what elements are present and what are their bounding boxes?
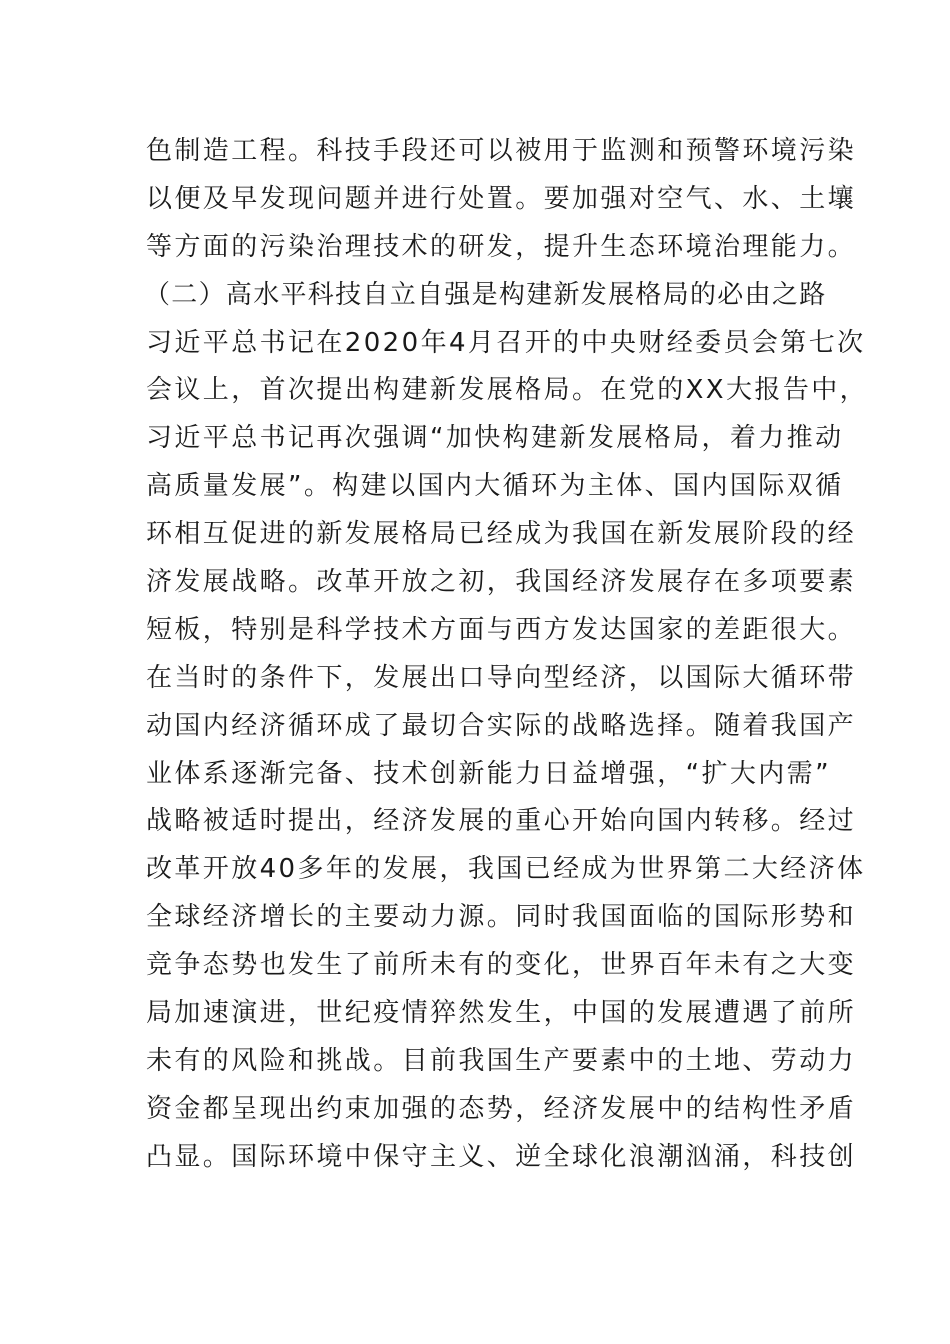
text-line: 改革开放40多年的发展，我国已经成为世界第二大经济体: [146, 854, 866, 885]
text-line: 资金都呈现出约束加强的态势，经济发展中的结构性矛盾: [146, 1093, 857, 1124]
text-line: 以便及早发现问题并进行处置。要加强对空气、水、土壤: [146, 183, 857, 214]
text-line: 色制造工程。科技手段还可以被用于监测和预警环境污染: [146, 136, 857, 166]
text-line: 业体系逐渐完备、技术创新能力日益增强，“扩大内需”: [146, 758, 831, 789]
text-line: 济发展战略。改革开放之初，我国经济发展存在多项要素: [146, 567, 857, 598]
text-line: 环相互促进的新发展格局已经成为我国在新发展阶段的经: [146, 519, 857, 550]
text-line: 动国内经济循环成了最切合实际的战略选择。随着我国产: [146, 710, 857, 741]
text-line: 在当时的条件下，发展出口导向型经济，以国际大循环带: [146, 662, 857, 693]
text-line: 会议上，首次提出构建新发展格局。在党的XX大报告中，: [146, 375, 869, 406]
text-line: 局加速演进，世纪疫情猝然发生，中国的发展遭遇了前所: [146, 998, 857, 1029]
section-heading: （二）高水平科技自立自强是构建新发展格局的必由之路: [144, 279, 827, 310]
body-text: [144, 128, 869, 1182]
text-line: 习近平总书记再次强调“加快构建新发展格局，着力推动: [146, 423, 844, 454]
text-line: 短板，特别是科学技术方面与西方发达国家的差距很大。: [146, 614, 857, 645]
text-line: 等方面的污染治理技术的研发，提升生态环境治理能力。: [146, 231, 857, 262]
text-line: 凸显。国际环境中保守主义、逆全球化浪潮汹涌，科技创: [146, 1141, 857, 1172]
text-line: 全球经济增长的主要动力源。同时我国面临的国际形势和: [146, 902, 857, 933]
text-line: 习近平总书记在2020年4月召开的中央财经委员会第七次: [146, 327, 866, 358]
text-line: 高质量发展”。构建以国内大循环为主体、国内国际双循: [146, 471, 844, 502]
text-line: 竞争态势也发生了前所未有的变化，世界百年未有之大变: [146, 950, 857, 981]
text-line: 未有的风险和挑战。目前我国生产要素中的土地、劳动力: [146, 1045, 857, 1076]
text-line: 战略被适时提出，经济发展的重心开始向国内转移。经过: [146, 806, 857, 837]
